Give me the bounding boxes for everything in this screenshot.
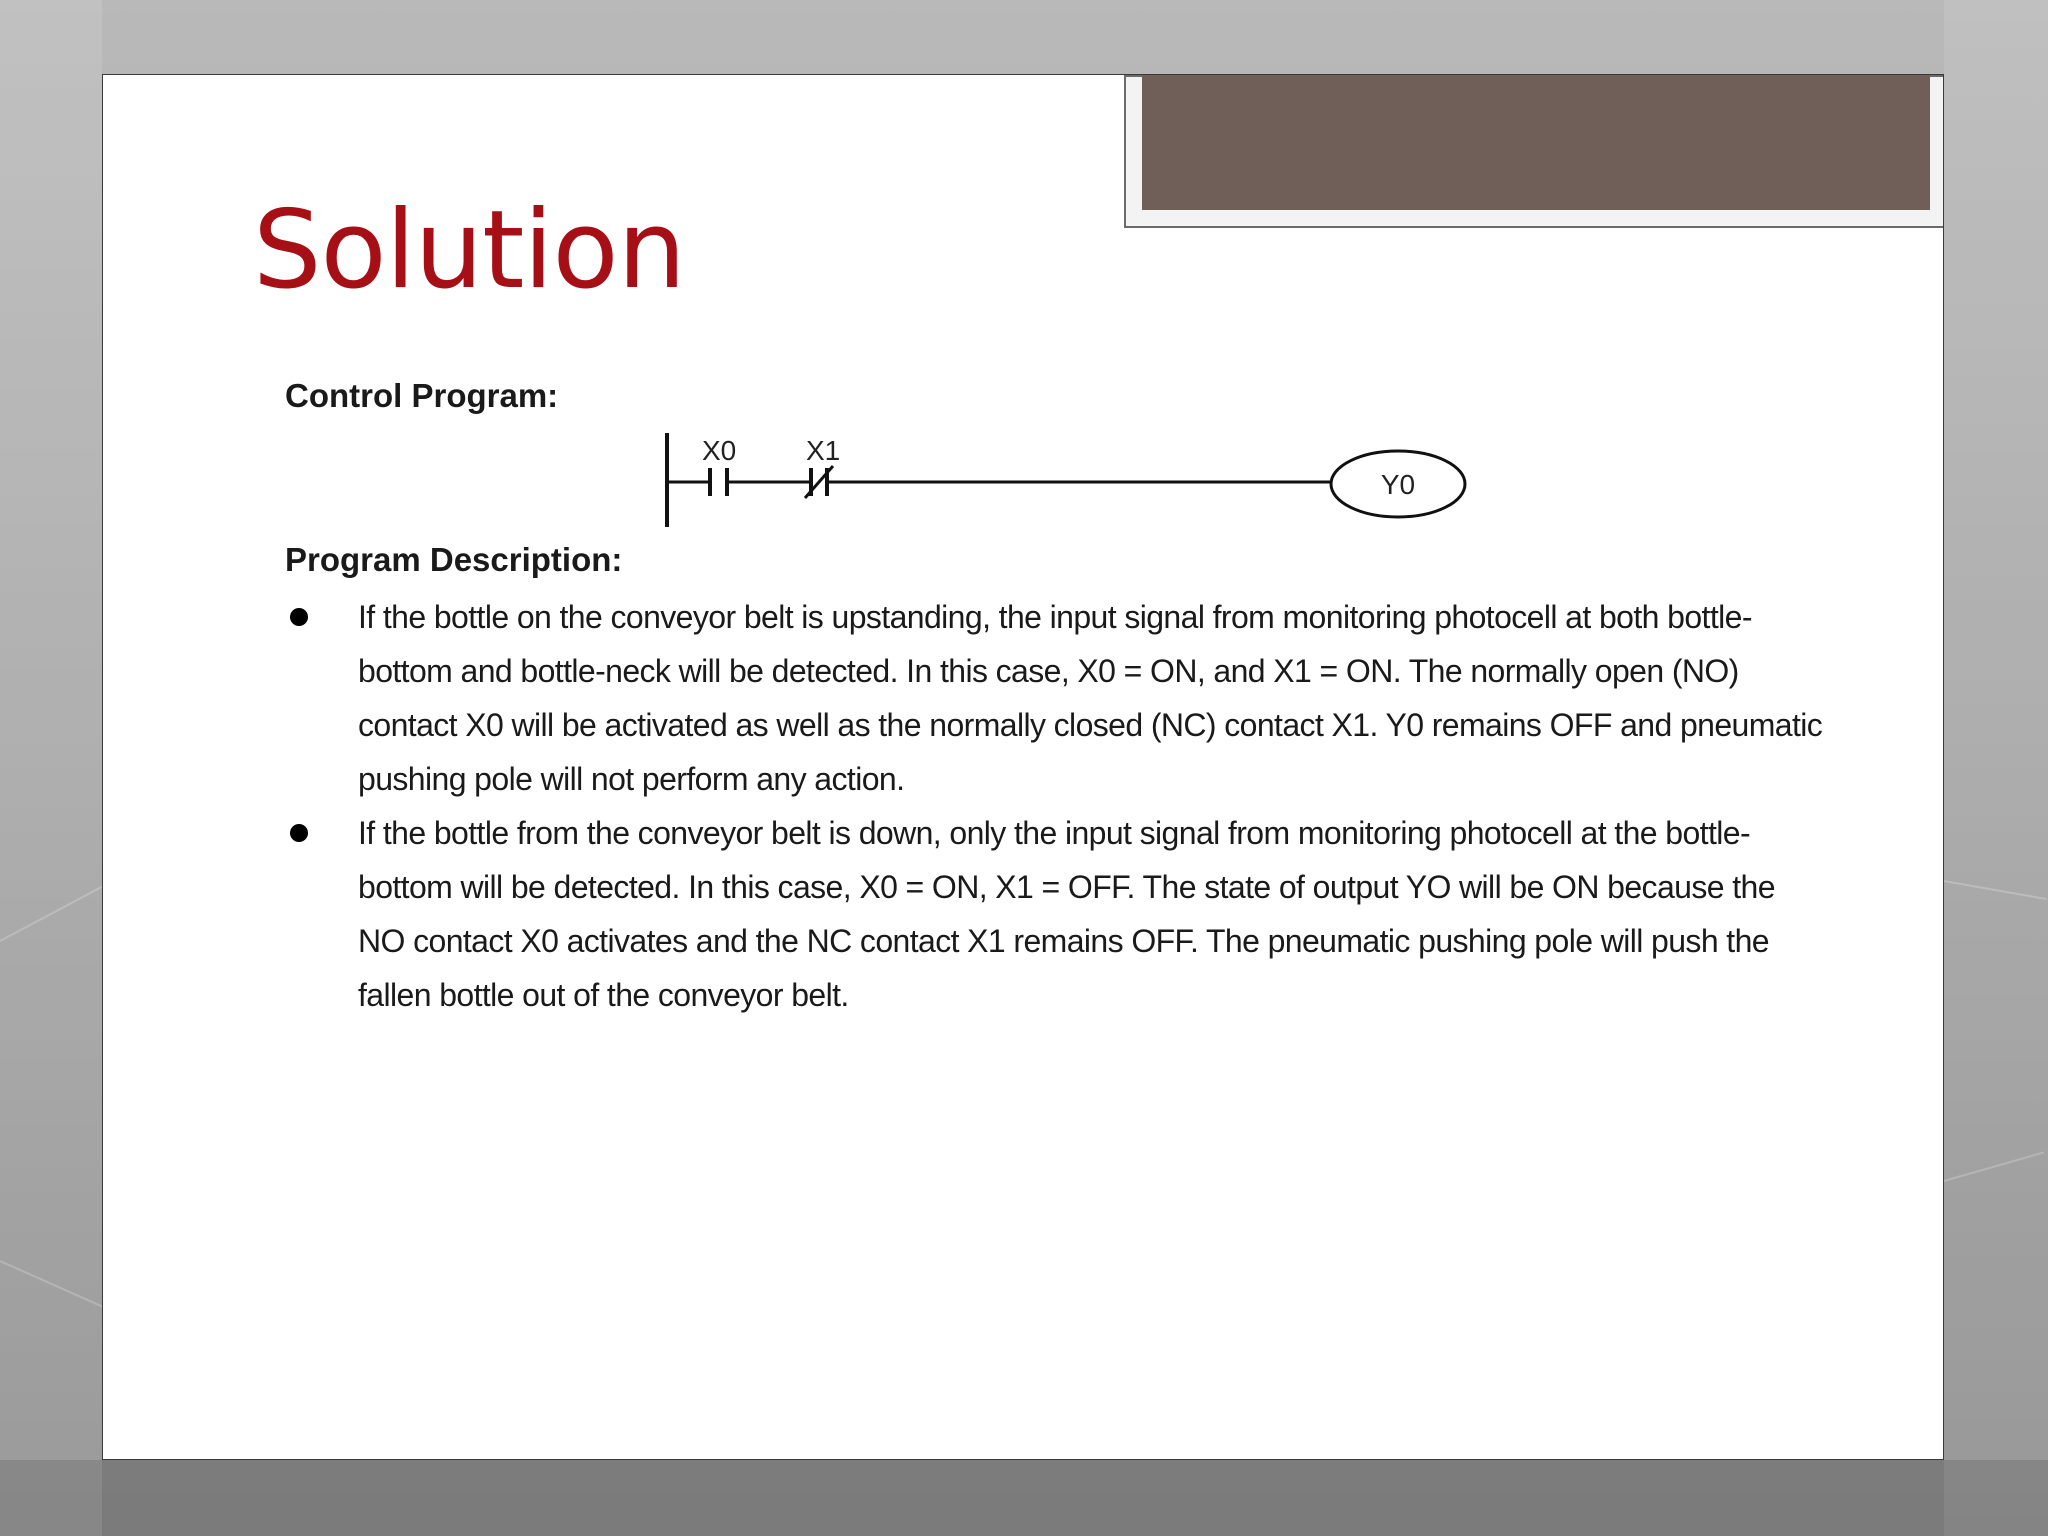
title-tab-fill bbox=[1142, 75, 1930, 210]
bullet-text: If the bottle from the conveyor belt is down, only the input signal from monitoring photocell at the bottle-bottom will be detected. In this case, X0 = ON, X1 = OFF. The state of output YO will be ON because the NO contact X0 activates and the NC contact X1 remains OFF. The pneumatic pushing pole will push the fallen bottle out of the conveyor belt. bbox=[358, 815, 1775, 1013]
program-description-heading: Program Description: bbox=[285, 541, 623, 578]
ladder-diagram bbox=[655, 425, 1485, 535]
bullet-text: If the bottle on the conveyor belt is upstanding, the input signal from monitoring photocell at both bottle-bottom and bottle-neck will be detected. In this case, X0 = ON, and X1 = ON. The normally open (NO) contact X0 will be activated as well as the normally closed (NC) contact X1. Y0 remains OFF and pneumatic pushing pole will not perform any action. bbox=[358, 599, 1823, 797]
contact-label-x0: X0 bbox=[702, 435, 737, 466]
coil-label-y0: Y0 bbox=[1380, 469, 1416, 500]
bullet-dot-icon bbox=[290, 824, 308, 842]
control-program-heading: Control Program: bbox=[285, 377, 559, 414]
background-stripe bbox=[1944, 0, 2048, 1536]
description-bullet bbox=[285, 590, 1825, 806]
slide-title: Solution bbox=[253, 188, 685, 313]
background-stripe bbox=[0, 0, 102, 1536]
normally-open-contact-x0 bbox=[710, 468, 727, 496]
contact-label-x1: X1 bbox=[806, 435, 841, 466]
background-stripe bbox=[0, 1460, 2048, 1536]
description-bullet bbox=[285, 806, 1825, 1022]
bullet-dot-icon bbox=[290, 608, 308, 626]
description-list bbox=[285, 590, 1825, 1022]
